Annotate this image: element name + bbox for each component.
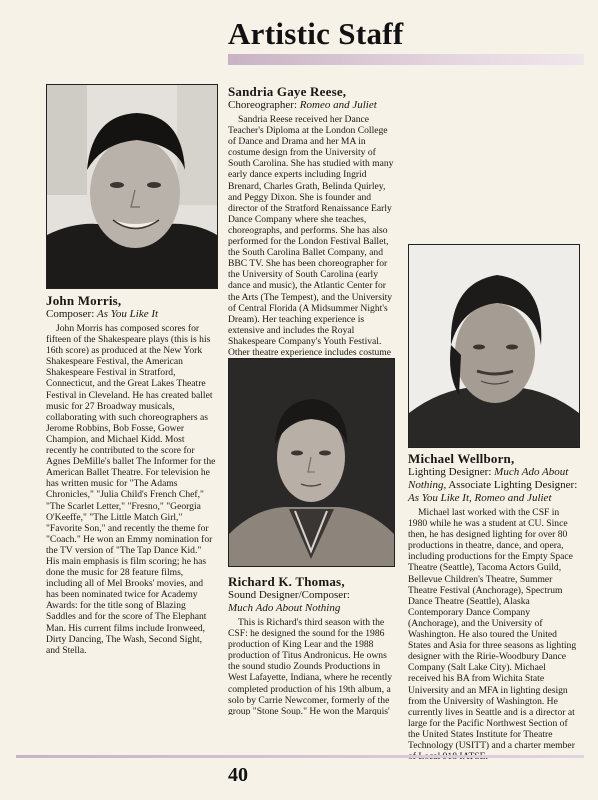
bio-role-title: As You Like It — [97, 308, 159, 320]
bio-role-title: Much Ado About Nothing — [408, 466, 569, 491]
page-number: 40 — [228, 764, 248, 786]
bio-text — [46, 323, 216, 656]
bio-role-title-2: As You Like It, Romeo and Juliet — [408, 492, 552, 504]
bio-role — [228, 99, 394, 112]
bio-role-title: Romeo and Juliet — [299, 99, 377, 111]
bio-richard-thomas — [228, 574, 394, 715]
bio-john-morris — [46, 293, 216, 656]
bio-text-paragraph: John Morris has composed scores for fifteen of the Shakespeare plays (this is his 16th score) as produced at the New York Shakespeare Festival, the American Shakespeare Festival in Stratford, Connecticut, and the Great Lakes Theatre Festival in Cleveland. He has created ballet music for 27 Broadway musicals, collaborating with such choreographers as Jerome Robbins, Bob Fosse, Gower Champion, and Michael Kidd. Most recently he contributed to the score for Agnes DeMille's ballet The Informer for the American Ballet Theatre. For television he has written music for "The Adams Chronicles," "Julia Child's French Chef," "The Scarlet Letter," "Fresno," "Georgia O'Keeffe," "The Little Match Girl," "Favorite Son," and recently the theme for "Coach." He won an Emmy nomination for the TV version of "The Tap Dance Kid." His main emphasis is film scoring; he has done the music for 28 feature films, including all of Mel Brooks' movies, and has been nominated twice for Academy Awards: for the title song of Blazing Saddles and for the score of The Elephant Man. His current films include Ironweed, Dirty Dancing, The Wash, Second Sight, and Stella. — [46, 323, 216, 656]
bio-text-paragraph: This is Richard's third season with the CSF: he designed the sound for the 1986 production of King Lear and the 1988 production of Titus Andronicus. He owns the sound studio Zounds Productions in West Lafayette, Indiana, where he recently completed production of his 19th album, a solo by Carrie Newcomer, formerly of the group "Stone Soup." He won the Marquis' — [228, 617, 393, 715]
bio-role — [228, 589, 394, 615]
photo-richard-thomas — [228, 358, 395, 567]
bio-name: Sandria Gaye Reese, — [228, 84, 347, 99]
bio-role-prefix: Lighting Designer: — [408, 466, 495, 478]
page-title: Artistic Staff — [228, 16, 404, 51]
bio-text-paragraph: Michael last worked with the CSF in 1980 while he was a student at CU. Since then, he has designed lighting for over 80 productions in theatre, dance, and opera, including productions for the Empty Space Theatre (Seattle), Tacoma Actors Guild, Bellevue Children's Theatre, Summer Theatre Festival (Anchorage), Spectrum Dance Theatre (Seattle), Alaska Contemporary Dance Company (Anchorage), and the University of Washington. He also toured the United States and Asia for three seasons as lighting designer with the Ririe-Woodbury Dance Company (Salt Lake City). Michael received his BA from Wichita State University and an MFA in lighting design from the University of Washington. He currently lives in Seattle and is a director at large for the Pacific Northwest Section of the United States Institute for Theatre Technology (USITT) and a charter member — [408, 507, 577, 751]
bio-role-prefix: Sound Designer/Composer: — [228, 589, 350, 601]
bio-role — [408, 466, 578, 505]
bio-name: John Morris, — [46, 293, 122, 308]
photo-john-morris — [46, 84, 218, 289]
footer-rule — [16, 755, 584, 758]
bio-text — [408, 507, 578, 762]
bio-role-prefix: Choreographer: — [228, 99, 300, 111]
bio-text — [228, 617, 394, 715]
bio-text-paragraph: Sandria Reese received her Dance Teacher's Diploma at the London College of Dance and Drama and her MA in costume design from the University of South Carolina. She has studied with many early dance experts including Ingrid Brenard, Charles Grath, Belinda Quirley, and Peggy Dixon. She is founder and director of the Stratford Renaissance Early Dance Company where she teaches, choreographs, and performs. She has also performed for the London Festival Ballet, the South Carolina Ballet Company, and BBC TV. She has been choreographer for the University of South Carolina (early dance and music), the Atlantic Center for the Arts (The Tempest), and the University of Central Florida (A Midsummer Night's Dream). Her teaching experience is extensive and includes the Royal Shakespeare Company's Youth Festival. Other theatre experience includes costume — [228, 114, 394, 358]
photo-michael-wellborn — [408, 244, 580, 448]
bio-role — [46, 308, 216, 321]
bio-role-suffix: , Associate Lighting Designer: — [443, 479, 578, 491]
bio-role-prefix: Composer: — [46, 308, 98, 320]
bio-role-title: Much Ado About Nothing — [228, 602, 341, 614]
bio-michael-wellborn — [408, 451, 578, 762]
bio-name: Richard K. Thomas, — [228, 574, 345, 589]
title-rule — [228, 54, 584, 65]
bio-name: Michael Wellborn, — [408, 451, 515, 466]
